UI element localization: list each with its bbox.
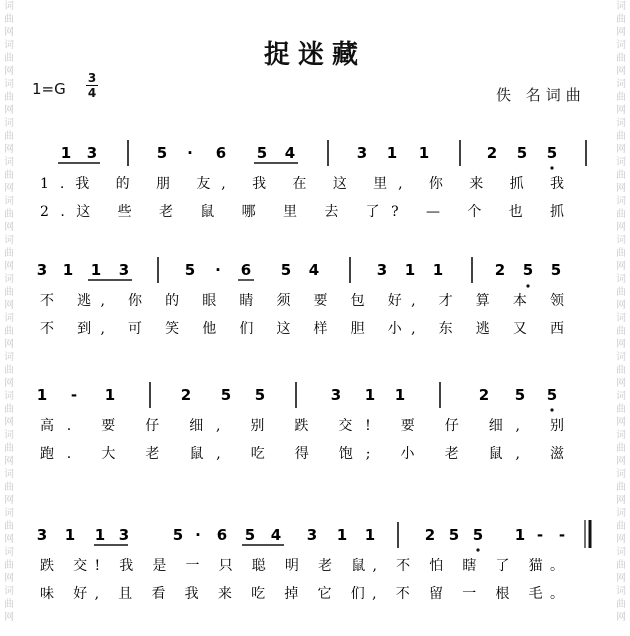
time-signature-top: 3: [87, 71, 97, 85]
watermark-char: 曲: [616, 560, 626, 571]
watermark-char: 词: [616, 430, 626, 441]
jianpu-note: -: [70, 386, 78, 404]
watermark-char: 网: [616, 456, 626, 467]
song-title: 捉迷藏: [263, 40, 366, 70]
watermark-char: 曲: [616, 131, 626, 142]
watermark-char: 网: [616, 27, 626, 38]
jianpu-note: 1: [62, 261, 74, 279]
watermark-char: 网: [4, 105, 14, 116]
time-signature-bottom: 4: [87, 86, 97, 100]
watermark-char: 曲: [4, 53, 14, 64]
watermark-char: 曲: [4, 248, 14, 259]
watermark-char: 网: [4, 378, 14, 389]
octave-dot: [476, 548, 479, 551]
watermark-char: 词: [4, 313, 14, 324]
jianpu-note: 1: [386, 144, 398, 162]
jianpu-note: 5: [546, 144, 558, 162]
jianpu-note: 5: [172, 526, 184, 544]
watermark-char: 曲: [616, 404, 626, 415]
jianpu-note: 1: [514, 526, 526, 544]
jianpu-note: 1: [64, 526, 76, 544]
watermark-char: 网: [4, 573, 14, 584]
jianpu-note: 5: [514, 386, 526, 404]
watermark-char: 网: [4, 456, 14, 467]
watermark-char: 曲: [4, 365, 14, 376]
watermark-char: 词: [616, 118, 626, 129]
watermark-char: 词: [4, 118, 14, 129]
jianpu-note: 1: [432, 261, 444, 279]
watermark-char: 词: [616, 352, 626, 363]
watermark-char: 曲: [4, 209, 14, 220]
watermark-char: 网: [4, 144, 14, 155]
watermark-char: 词: [616, 40, 626, 51]
jianpu-note: -: [536, 526, 544, 544]
jianpu-note: 3: [356, 144, 368, 162]
watermark-char: 网: [4, 27, 14, 38]
watermark-char: 网: [616, 183, 626, 194]
watermark-char: 词: [616, 586, 626, 597]
jianpu-note: 1: [394, 386, 406, 404]
jianpu-note: 2: [180, 386, 192, 404]
watermark-char: 网: [4, 417, 14, 428]
jianpu-note: 3: [118, 261, 130, 279]
jianpu-note: 5: [244, 526, 256, 544]
key-signature: 1=G: [32, 80, 66, 98]
jianpu-note: 1: [364, 526, 376, 544]
watermark-char: 词: [4, 274, 14, 285]
watermark-char: 曲: [4, 92, 14, 103]
jianpu-note: 1: [404, 261, 416, 279]
jianpu-note: ·: [215, 261, 221, 279]
watermark-char: 词: [4, 196, 14, 207]
watermark-char: 网: [616, 105, 626, 116]
watermark-char: 词: [616, 157, 626, 168]
watermark-char: 网: [4, 495, 14, 506]
watermark-char: 词: [616, 196, 626, 207]
watermark-char: 网: [616, 222, 626, 233]
watermark-char: 词: [616, 79, 626, 90]
watermark-char: 词: [616, 391, 626, 402]
watermark-char: 曲: [4, 170, 14, 181]
watermark-char: 词: [4, 430, 14, 441]
watermark-char: 网: [4, 261, 14, 272]
lyric-line-2: 不 到, 可 笑 他 们 这 样 胆 小, 东 逃 又 西: [40, 321, 565, 337]
watermark-char: 网: [616, 261, 626, 272]
jianpu-note: ·: [195, 526, 201, 544]
watermark-char: 词: [4, 157, 14, 168]
jianpu-note: 1: [336, 526, 348, 544]
watermark-char: 词: [4, 352, 14, 363]
jianpu-note: 5: [256, 144, 268, 162]
watermark-char: 词: [4, 40, 14, 51]
jianpu-note: 1: [90, 261, 102, 279]
lyric-line-1: 高. 要 仔 细, 别 跌 交! 要 仔 细, 别: [40, 418, 564, 434]
jianpu-note: 3: [376, 261, 388, 279]
jianpu-note: 6: [215, 144, 227, 162]
watermark-char: 网: [616, 339, 626, 350]
watermark-char: 曲: [4, 482, 14, 493]
jianpu-note: 5: [546, 386, 558, 404]
lyric-line-1: 不 逃, 你 的 眼 睛 须 要 包 好, 才 算 本 领: [40, 293, 565, 309]
jianpu-note: 2: [494, 261, 506, 279]
watermark-char: 网: [616, 417, 626, 428]
watermark-char: 曲: [616, 365, 626, 376]
jianpu-note: 3: [118, 526, 130, 544]
watermark-char: 网: [4, 183, 14, 194]
octave-dot: [550, 166, 553, 169]
jianpu-note: 5: [156, 144, 168, 162]
jianpu-note: 3: [306, 526, 318, 544]
watermark-char: 网: [4, 300, 14, 311]
jianpu-note: 1: [94, 526, 106, 544]
watermark-char: 曲: [4, 560, 14, 571]
jianpu-note: 6: [240, 261, 252, 279]
watermark-char: 曲: [4, 14, 14, 25]
jianpu-note: -: [558, 526, 566, 544]
jianpu-note: ·: [187, 144, 193, 162]
watermark-char: 网: [4, 612, 14, 623]
watermark-char: 词: [4, 391, 14, 402]
watermark-char: 网: [616, 66, 626, 77]
jianpu-note: 6: [216, 526, 228, 544]
watermark-char: 网: [616, 573, 626, 584]
jianpu-note: 1: [60, 144, 72, 162]
watermark-char: 曲: [616, 521, 626, 532]
watermark-char: 曲: [616, 92, 626, 103]
jianpu-note: 3: [330, 386, 342, 404]
watermark-char: 网: [616, 144, 626, 155]
watermark-char: 网: [616, 378, 626, 389]
watermark-char: 词: [4, 508, 14, 519]
watermark-char: 词: [616, 508, 626, 519]
watermark-char: 网: [4, 534, 14, 545]
watermark-char: 网: [4, 339, 14, 350]
watermark-char: 词: [616, 235, 626, 246]
jianpu-note: 1: [36, 386, 48, 404]
lyric-line-2: 味 好, 且 看 我 来 吃 掉 它 们, 不 留 一 根 毛。: [40, 586, 564, 602]
jianpu-note: 3: [36, 526, 48, 544]
jianpu-note: 5: [472, 526, 484, 544]
lyric-line-1: 跌 交! 我 是 一 只 聪 明 老 鼠, 不 怕 瞎 了 猫。: [40, 558, 565, 574]
watermark-char: 词: [616, 469, 626, 480]
watermark-char: 词: [4, 79, 14, 90]
jianpu-note: 5: [220, 386, 232, 404]
watermark-char: 词: [4, 235, 14, 246]
watermark-char: 曲: [616, 14, 626, 25]
octave-dot: [526, 284, 529, 287]
watermark-char: 曲: [616, 287, 626, 298]
watermark-char: 曲: [616, 248, 626, 259]
watermark-char: 曲: [616, 326, 626, 337]
watermark-char: 网: [616, 300, 626, 311]
jianpu-note: 4: [308, 261, 320, 279]
jianpu-note: 1: [418, 144, 430, 162]
watermark-char: 词: [4, 586, 14, 597]
watermark-char: 曲: [616, 443, 626, 454]
watermark-char: 词: [616, 313, 626, 324]
watermark-char: 网: [616, 534, 626, 545]
watermark-char: 曲: [4, 131, 14, 142]
watermark-char: 词: [4, 469, 14, 480]
jianpu-note: 5: [254, 386, 266, 404]
lyric-line-1: 1.我 的 朋 友, 我 在 这 里, 你 来 抓 我: [40, 176, 564, 192]
jianpu-note: 5: [550, 261, 562, 279]
lyric-line-2: 2.这 些 老 鼠 哪 里 去 了? — 个 也 抓: [40, 204, 565, 220]
jianpu-note: 2: [478, 386, 490, 404]
watermark-char: 词: [616, 274, 626, 285]
jianpu-note: 1: [104, 386, 116, 404]
watermark-char: 曲: [4, 443, 14, 454]
watermark-char: 曲: [616, 482, 626, 493]
jianpu-note: 2: [424, 526, 436, 544]
watermark-char: 词: [4, 1, 14, 12]
watermark-char: 网: [4, 66, 14, 77]
watermark-char: 网: [616, 612, 626, 623]
watermark-char: 网: [4, 222, 14, 233]
watermark-char: 曲: [4, 404, 14, 415]
jianpu-note: 4: [270, 526, 282, 544]
jianpu-note: 2: [486, 144, 498, 162]
jianpu-note: 1: [364, 386, 376, 404]
jianpu-note: 5: [516, 144, 528, 162]
watermark-char: 曲: [616, 209, 626, 220]
watermark-char: 网: [616, 495, 626, 506]
jianpu-note: 5: [448, 526, 460, 544]
author-credit: 佚 名词曲: [496, 86, 586, 104]
lyric-line-2: 跑. 大 老 鼠, 吃 得 饱; 小 老 鼠, 滋: [40, 446, 564, 462]
jianpu-note: 3: [86, 144, 98, 162]
watermark-char: 曲: [616, 53, 626, 64]
watermark-char: 曲: [4, 287, 14, 298]
watermark-char: 曲: [4, 521, 14, 532]
watermark-char: 词: [4, 547, 14, 558]
watermark-char: 词: [616, 1, 626, 12]
watermark-char: 词: [616, 547, 626, 558]
jianpu-note: 5: [280, 261, 292, 279]
watermark-char: 曲: [616, 170, 626, 181]
jianpu-note: 5: [522, 261, 534, 279]
jianpu-note: 5: [184, 261, 196, 279]
watermark-char: 曲: [4, 326, 14, 337]
watermark-char: 曲: [4, 599, 14, 610]
watermark-char: 曲: [616, 599, 626, 610]
octave-dot: [550, 408, 553, 411]
jianpu-note: 3: [36, 261, 48, 279]
jianpu-note: 4: [284, 144, 296, 162]
